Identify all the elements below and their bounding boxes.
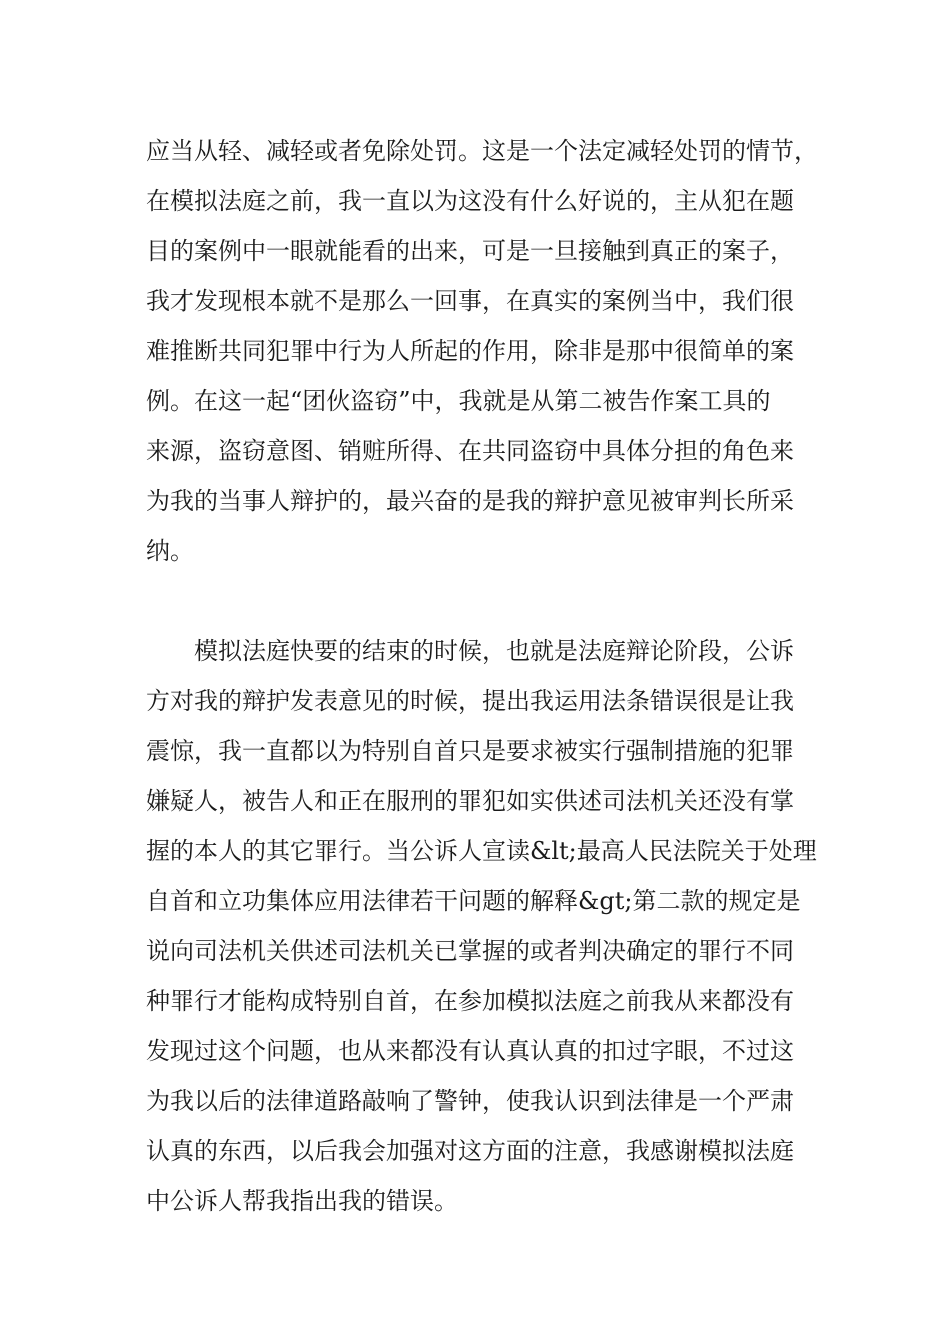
paragraph-line: 目的案例中一眼就能看的出来，可是一旦接触到真正的案子， — [146, 237, 794, 265]
paragraph-line: 应当从轻、减轻或者免除处罚。这是一个法定减轻处罚的情节， — [146, 137, 818, 165]
paragraph-line: 发现过这个问题，也从来都没有认真认真的扣过字眼，不过这 — [146, 1037, 794, 1065]
paragraph-1 — [146, 126, 816, 576]
paragraph-line: 难推断共同犯罪中行为人所起的作用，除非是那中很简单的案 — [146, 337, 794, 365]
paragraph-line: 方对我的辩护发表意见的时候，提出我运用法条错误很是让我 — [146, 687, 794, 715]
paragraph-line: 认真的东西，以后我会加强对这方面的注意，我感谢模拟法庭 — [146, 1137, 794, 1165]
paragraph-line: 为我的当事人辩护的，最兴奋的是我的辩护意见被审判长所采 — [146, 487, 794, 515]
paragraph-line: 震惊，我一直都以为特别自首只是要求被实行强制措施的犯罪 — [146, 737, 794, 765]
paragraph-line: 纳。 — [146, 537, 194, 565]
paragraph-line: 在模拟法庭之前，我一直以为这没有什么好说的，主从犯在题 — [146, 187, 794, 215]
paragraph-line: 来源，盗窃意图、销赃所得、在共同盗窃中具体分担的角色来 — [146, 437, 794, 465]
paragraph-line: 种罪行才能构成特别自首，在参加模拟法庭之前我从来都没有 — [146, 987, 794, 1015]
paragraph-line: 说向司法机关供述司法机关已掌握的或者判决确定的罪行不同 — [146, 937, 794, 965]
paragraph-line: 我才发现根本就不是那么一回事，在真实的案例当中，我们很 — [146, 287, 794, 315]
paragraph-2 — [146, 626, 816, 1226]
paragraph-line: 自首和立功集体应用法律若干问题的解释&gt;第二款的规定是 — [146, 887, 801, 915]
paragraph-line: 为我以后的法律道路敲响了警钟，使我认识到法律是一个严肃 — [146, 1087, 794, 1115]
paragraph-line: 中公诉人帮我指出我的错误。 — [146, 1187, 458, 1215]
paragraph-line: 嫌疑人，被告人和正在服刑的罪犯如实供述司法机关还没有掌 — [146, 787, 794, 815]
paragraph-line: 握的本人的其它罪行。当公诉人宣读&lt;最高人民法院关于处理 — [146, 837, 817, 865]
paragraph-line: 例。在这一起“团伙盗窃”中，我就是从第二被告作案工具的 — [146, 387, 771, 415]
paragraph-first-line: 模拟法庭快要的结束的时候，也就是法庭辩论阶段，公诉 — [194, 637, 794, 665]
